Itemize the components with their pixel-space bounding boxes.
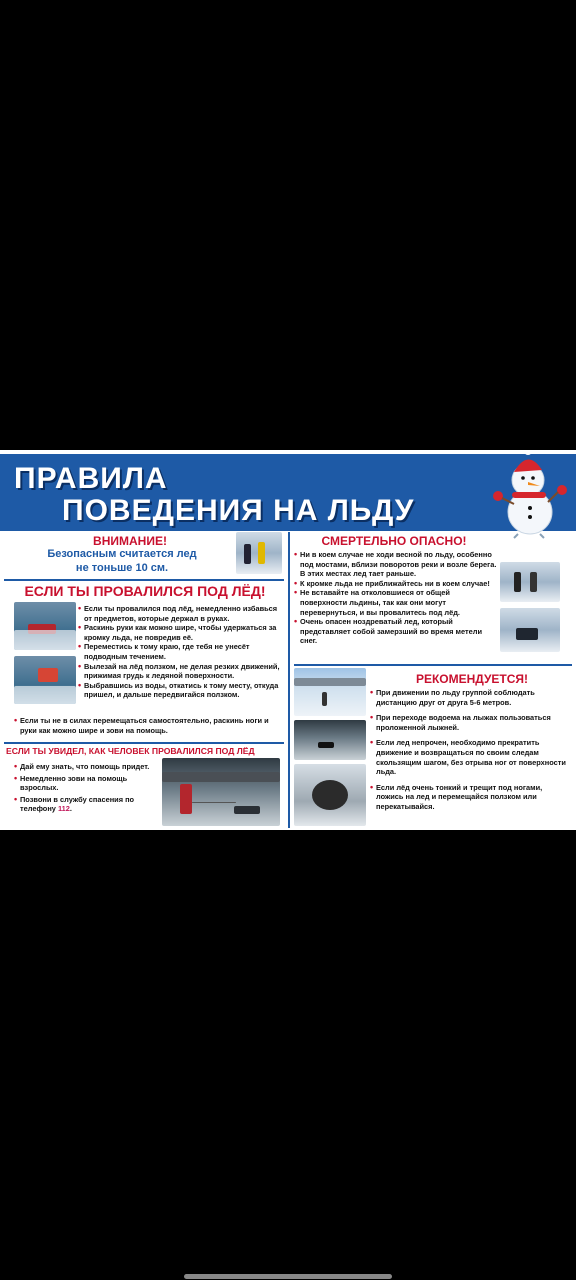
list-item: • Ни в коем случае не ходи весной по льду, особенно под мостами, вблизи поворотов реки и возле берега. В этих местах лед тает раньше. <box>294 550 498 579</box>
poster-title-line2: ПОВЕДЕНИЯ НА ЛЬДУ <box>62 494 415 527</box>
home-indicator[interactable] <box>184 1274 392 1279</box>
list-item: • Вылезай на лёд ползком, не делая резких движений, прижимая грудь к ледяной поверхности. <box>78 662 284 681</box>
winter-forest-photo <box>294 720 366 760</box>
divider-line <box>4 579 284 581</box>
list-item: • При движении по льду группой соблюдать дистанцию друг от друга 5-6 метров. <box>370 688 570 707</box>
divider-line <box>4 742 284 744</box>
saw-someone-heading: ЕСЛИ ТЫ УВИДЕЛ, КАК ЧЕЛОВЕК ПРОВАЛИЛСЯ ПОД ЛЁД <box>6 746 255 756</box>
deadly-heading: СМЕРТЕЛЬНО ОПАСНО! <box>321 534 467 548</box>
rescuer-photo <box>162 758 280 826</box>
list-item: • Очень опасен ноздреватый лед, который представляет собой замерзший во время метели снег. <box>294 617 498 646</box>
fell-through-heading: ЕСЛИ ТЫ ПРОВАЛИЛСЯ ПОД ЛЁД! <box>24 583 266 599</box>
list-item: • Переместись к тому краю, где тебя не унесёт подводным течением. <box>78 642 284 661</box>
person-in-ice-photo <box>14 602 76 650</box>
rescue-swim-photo <box>14 656 76 704</box>
list-item: • Немедленно зови на помощь взрослых. <box>14 774 158 793</box>
list-item: • При переходе водоема на лыжах пользоваться проложенной лыжней. <box>370 713 570 732</box>
saw-someone-list <box>14 762 158 814</box>
list-item: • Выбравшись из воды, откатись к тому месту, откуда пришел, и дальше передвигайся ползком. <box>78 681 284 700</box>
attention-line1: Безопасным считается лед <box>47 548 197 560</box>
fell-through-list <box>78 604 284 700</box>
deadly-list <box>294 550 498 646</box>
attention-line2: не тоньше 10 см. <box>75 562 169 574</box>
list-item: • Если ты провалился под лёд, немедленно избавься от предметов, которые держал в руках. <box>78 604 284 623</box>
recommended-list <box>370 688 570 812</box>
skaters-photo <box>236 532 282 574</box>
call-rescue-text: Позвони в службу спасения по телефону <box>20 794 135 814</box>
attention-heading: ВНИМАНИЕ! <box>93 534 167 548</box>
frozen-lake-photo <box>294 668 366 716</box>
crawling-person-photo <box>500 608 560 652</box>
poster-title-line1: ПРАВИЛА <box>14 462 168 495</box>
fell-through-extra <box>14 716 284 735</box>
list-item: • Не вставайте на отколовшиеся от общей поверхности льдины, так как они могут перевернуться, и вы провалитесь под лёд. <box>294 588 498 617</box>
list-item: • Если ты не в силах перемещаться самостоятельно, раскинь ноги и руки как можно шире и зови на помощь. <box>14 716 284 735</box>
safety-poster <box>0 450 576 830</box>
right-column <box>290 532 576 830</box>
ice-hole-photo <box>294 764 366 826</box>
list-item: • Если лед непрочен, необходимо прекратить движение и возвращаться по своим следам скользящим шагом, без отрыва ног от поверхности льда. <box>370 738 570 776</box>
recommended-heading: РЕКОМЕНДУЕТСЯ! <box>415 672 529 686</box>
left-column <box>0 532 288 830</box>
list-item: • Раскинь руки как можно шире, чтобы удержаться за кромку льда, не повредив её. <box>78 623 284 642</box>
list-item: • Дай ему знать, что помощь придет. <box>14 762 158 772</box>
snowman-icon <box>484 450 570 540</box>
divider-line <box>294 664 572 666</box>
rescue-phone-number: 112 <box>57 804 70 814</box>
list-item: • Если лёд очень тонкий и трещит под ногами, ложись на лед и перемещайся ползком или перекатывайся. <box>370 783 570 812</box>
list-item: • К кромке льда не приближайтесь ни в коем случае! <box>294 579 498 589</box>
people-on-ice-photo <box>500 562 560 602</box>
list-item <box>14 795 158 814</box>
phone-suffix: . <box>69 804 72 814</box>
attention-section <box>0 532 288 578</box>
